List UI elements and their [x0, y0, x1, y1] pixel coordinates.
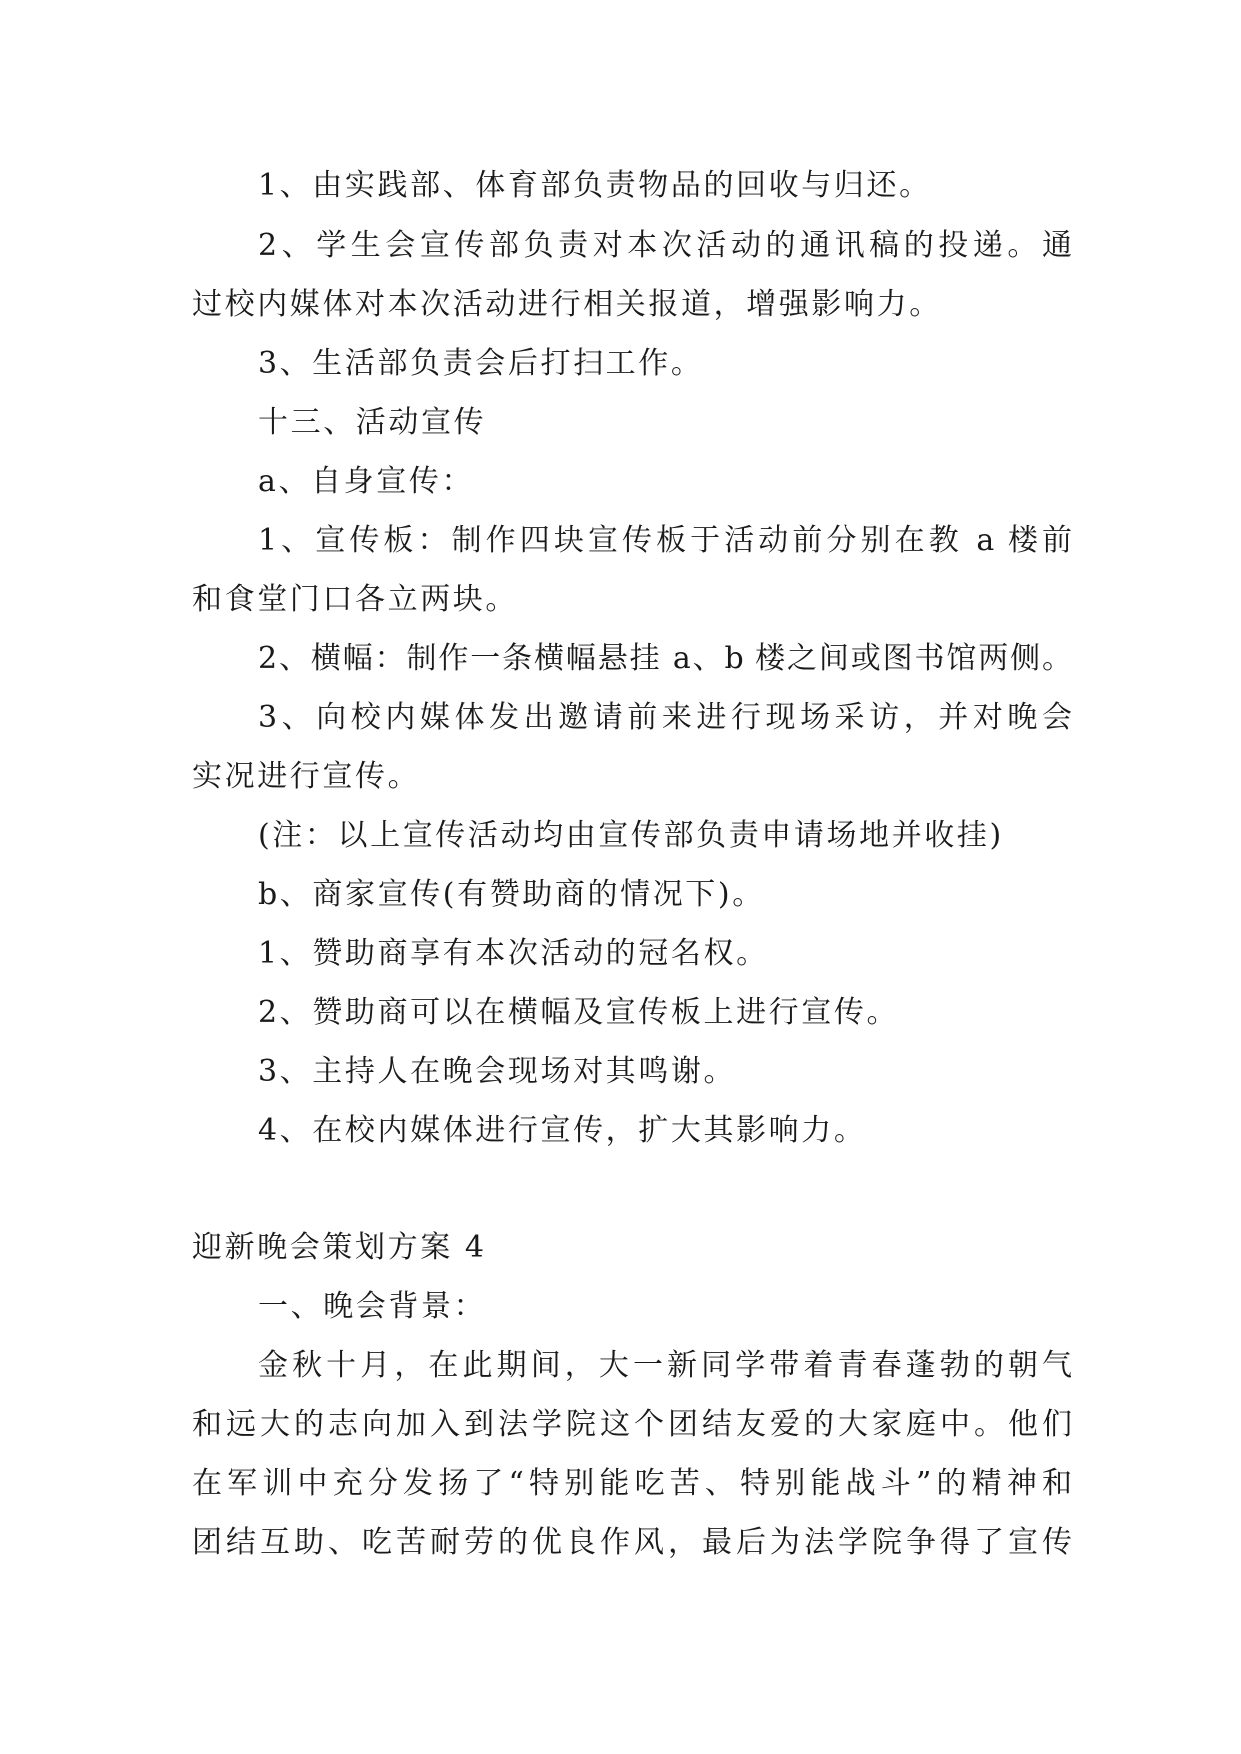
paragraph-line: 3、生活部负责会后打扫工作。: [258, 346, 704, 381]
paragraph-line: 实况进行宣传。: [192, 759, 421, 794]
paragraph-line: 3、向校内媒体发出邀请前来进行现场采访，并对晚会: [258, 700, 1072, 735]
paragraph-line: 1、由实践部、体育部负责物品的回收与归还。: [258, 168, 932, 203]
paragraph-line: 和食堂门口各立两块。: [192, 582, 518, 617]
section-heading: 十三、活动宣传: [258, 405, 487, 440]
paragraph-line: 1、赞助商享有本次活动的冠名权。: [258, 936, 769, 971]
paragraph-line: 2、学生会宣传部负责对本次活动的通讯稿的投递。通: [258, 228, 1072, 263]
paragraph-line: 3、主持人在晚会现场对其鸣谢。: [258, 1054, 737, 1089]
paragraph-line: 和远大的志向加入到法学院这个团结友爱的大家庭中。他们: [192, 1407, 1072, 1442]
subsection-heading: b、商家宣传(有赞助商的情况下)。: [258, 877, 765, 912]
document-title: 迎新晚会策划方案 4: [192, 1230, 487, 1265]
paragraph-line: 金秋十月，在此期间，大一新同学带着青春蓬勃的朝气: [258, 1348, 1072, 1383]
note-line: (注：以上宣传活动均由宣传部负责申请场地并收挂): [258, 818, 1004, 853]
paragraph-line: 团结互助、吃苦耐劳的优良作风，最后为法学院争得了宣传: [192, 1525, 1072, 1560]
paragraph-line: 过校内媒体对本次活动进行相关报道，增强影响力。: [192, 287, 942, 322]
paragraph-line: 4、在校内媒体进行宣传，扩大其影响力。: [258, 1113, 867, 1148]
paragraph-line: 2、赞助商可以在横幅及宣传板上进行宣传。: [258, 995, 900, 1030]
section-heading: 一、晚会背景：: [258, 1289, 487, 1324]
paragraph-line: 在军训中充分发扬了“特别能吃苦、特别能战斗”的精神和: [192, 1466, 1072, 1501]
paragraph-line: 1、宣传板：制作四块宣传板于活动前分别在教 a 楼前: [258, 523, 1072, 558]
subsection-heading: a、自身宣传：: [258, 464, 475, 499]
paragraph-line: 2、横幅：制作一条横幅悬挂 a、b 楼之间或图书馆两侧。: [258, 641, 1072, 676]
